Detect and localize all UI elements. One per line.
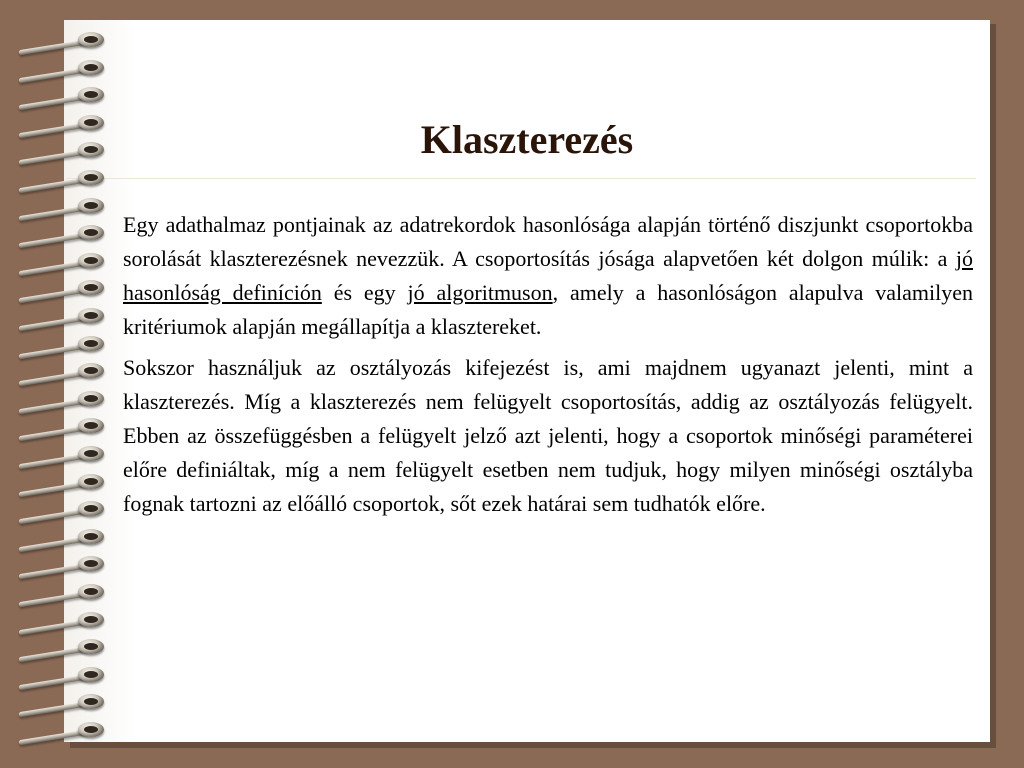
spiral-binding-icon	[0, 0, 120, 768]
spiral-coil-icon	[12, 472, 112, 494]
spiral-coil-icon	[12, 444, 112, 466]
coil-hole	[84, 616, 98, 623]
notebook-page	[64, 20, 990, 742]
spiral-coil-icon	[12, 554, 112, 576]
coil-hole	[84, 588, 98, 595]
coil-hole	[84, 174, 98, 181]
paragraph-2: Sokszor használjuk az osztályozás kifejezést is, ami majdnem ugyanazt jelenti, mint a klaszterezés. Míg a klaszterezés nem felügyelt csoportosítás, addig az osztályozás felügyelt. Ebben az összefüggésben a felügyelt jelző azt jelenti, hogy a csoportok minőségi paraméterei előre definiáltak, míg a nem felügyelt esetben nem tudjuk, hogy milyen minőségi osztályba fognak tartozni az előálló csoportok, sőt ezek határai sem tudhatók előre.	[123, 355, 973, 516]
paragraph-1-text-c: , amely a hasonlóságon alapulva valamilyen kritériumok alapján megállapítja a klasztereket.	[123, 280, 974, 339]
algorithm-link[interactable]: jó algoritmuson	[407, 280, 553, 305]
coil-hole	[84, 257, 98, 264]
spiral-coil-icon	[12, 334, 112, 356]
coil-hole	[84, 533, 98, 540]
spiral-coil-icon	[12, 85, 112, 107]
similarity-definition-link[interactable]: jó hasonlóság definíción	[123, 246, 973, 305]
coil-hole	[84, 312, 98, 319]
slide-title: Klaszterezés	[420, 117, 634, 162]
spiral-coil-icon	[12, 278, 112, 300]
coil-hole	[84, 671, 98, 678]
spiral-coil-icon	[12, 58, 112, 80]
spiral-coil-icon	[12, 251, 112, 273]
coil-hole	[84, 64, 98, 71]
spiral-coil-icon	[12, 582, 112, 604]
coil-hole	[84, 726, 98, 733]
spiral-coil-icon	[12, 610, 112, 632]
spiral-coil-icon	[12, 692, 112, 714]
paragraph-1-text-a: Egy adathalmaz pontjainak az adatrekordok hasonlósága alapján történő diszjunkt csoportokba sorolását klaszterezésnek nevezzük. A csoportosítás jósága alapvetően két dolgon múlik: a	[123, 212, 973, 271]
coil-hole	[84, 340, 98, 347]
spiral-coil-icon	[12, 113, 112, 135]
coil-hole	[84, 202, 98, 209]
spiral-coil-icon	[12, 665, 112, 687]
spiral-coil-icon	[12, 30, 112, 52]
spiral-coil-icon	[12, 361, 112, 383]
spiral-coil-icon	[12, 499, 112, 521]
paragraph-1	[123, 208, 973, 344]
title-divider	[66, 178, 976, 179]
coil-hole	[84, 478, 98, 485]
spiral-coil-icon	[12, 637, 112, 659]
spiral-coil-icon	[12, 168, 112, 190]
coil-hole	[84, 36, 98, 43]
coil-hole	[84, 395, 98, 402]
coil-hole	[84, 119, 98, 126]
spiral-coil-icon	[12, 140, 112, 162]
spiral-coil-icon	[12, 196, 112, 218]
paragraph-1-text-b: és egy	[321, 280, 408, 305]
spiral-coil-icon	[12, 416, 112, 438]
spiral-coil-icon	[12, 389, 112, 411]
spiral-coil-icon	[12, 527, 112, 549]
slide-body	[123, 208, 973, 528]
spiral-coil-icon	[12, 720, 112, 742]
spiral-coil-icon	[12, 306, 112, 328]
coil-hole	[84, 450, 98, 457]
spiral-coil-icon	[12, 223, 112, 245]
